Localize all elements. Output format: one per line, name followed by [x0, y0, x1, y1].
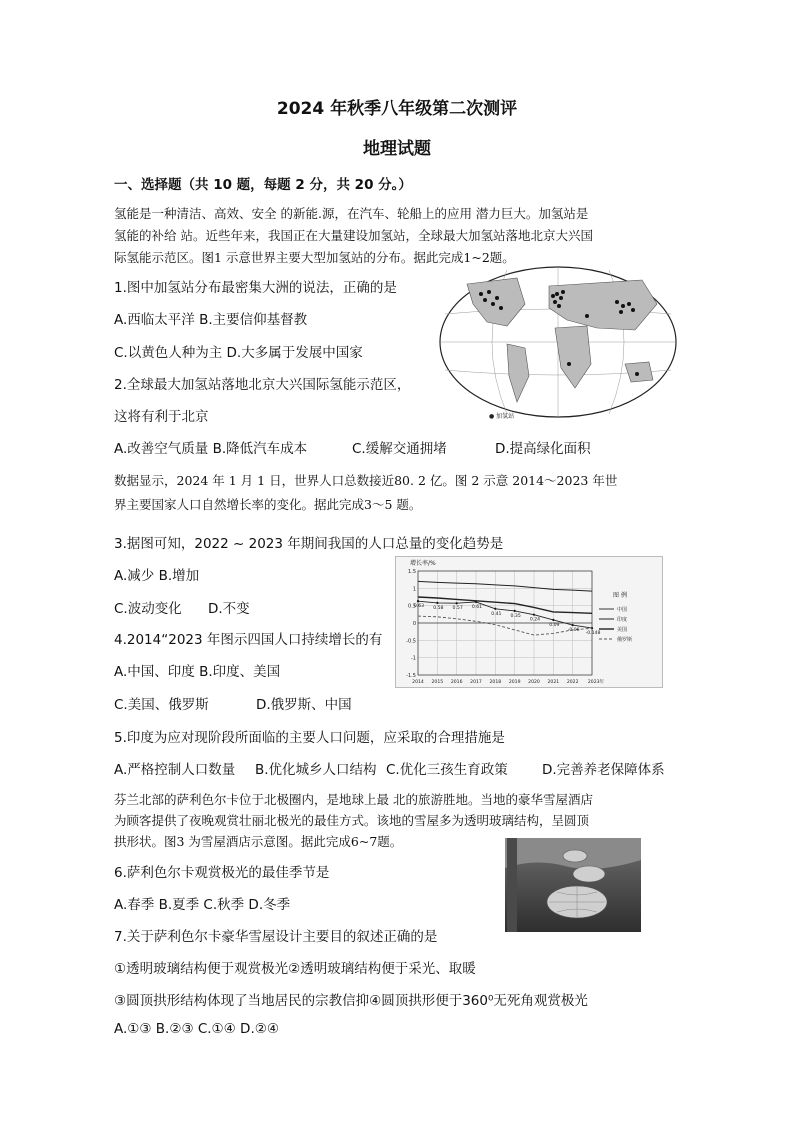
y-tick-label: -1 [411, 655, 416, 662]
question-5: 5.印度为应对现阶段所面临的主要人口问题，应采取的合理措施是 [114, 730, 505, 746]
data-label: 0.61 [471, 604, 483, 610]
legend-label: 印度 [617, 617, 628, 623]
series-line-3 [418, 616, 592, 635]
x-tick-label: 2023年 [587, 680, 605, 685]
passage-1-line: 氢能是一种清洁、高效、安全 的新能.源，在汽车、轮船上的应用 潜力巨大。加氢站是 [114, 206, 589, 221]
question-2-options-ab: A.改善空气质量 B.降低汽车成本 [114, 441, 308, 457]
question-1-options-cd: C.以黄色人种为主 D.大多属于发展中国家 [114, 345, 363, 361]
question-4-option-c: C.美国、俄罗斯 [114, 697, 209, 713]
question-3-options-ab: A.减少 B.增加 [114, 568, 200, 584]
passage-2-line: 界主要国家人口自然增长率的变化。据此完成3～5 题。 [114, 497, 422, 512]
growth-rate-chart [395, 556, 663, 688]
x-tick-label: 2022 [566, 680, 579, 685]
hydrogen-station-map [437, 264, 680, 424]
exam-subtitle: 地理试题 [363, 139, 431, 159]
china-point [456, 602, 458, 604]
question-2-cont: 这将有利于北京 [114, 409, 209, 425]
series-line-0 [418, 601, 592, 628]
y-tick-label: 0.5 [408, 603, 416, 610]
map-legend: ● 加氢站 [489, 413, 515, 420]
passage-3-line: 拱形状。图3 为雪屋酒店示意图。据此完成6~7题。 [114, 834, 403, 849]
question-6: 6.萨利色尔卡观赏极光的最佳季节是 [114, 865, 330, 881]
question-6-options: A.春季 B.夏季 C.秋季 D.冬季 [114, 897, 291, 913]
question-1: 1.图中加氢站分布最密集大洲的说法，正确的是 [114, 280, 397, 296]
question-5-option-a: A.严格控制人口数量 [114, 762, 236, 778]
series-line-2 [418, 597, 592, 613]
legend-label: 俄罗斯 [617, 637, 633, 643]
question-2-option-c: C.缓解交通拥堵 [352, 441, 447, 457]
china-point [417, 600, 419, 602]
data-label: 0.63 [413, 604, 425, 610]
question-2-option-d: D.提高绿化面积 [495, 441, 591, 457]
data-label: 0.24 [529, 617, 541, 623]
question-5-option-c: C.优化三孩生育政策 [386, 762, 508, 778]
x-tick-label: 2019 [508, 680, 521, 685]
x-tick-label: 2016 [450, 680, 463, 685]
question-7-items-12: ①透明玻璃结构便于观赏极光②透明玻璃结构便于采光、取暖 [114, 961, 476, 977]
china-point [572, 624, 574, 626]
igloo-hotel-photo [505, 838, 641, 932]
passage-1-line: 氢能的补给 站。近些年来，我国正在大量建设加氢站，全球最大加氢站落地北京大兴国 [114, 228, 593, 243]
y-tick-label: 1.5 [408, 569, 416, 575]
question-3-option-c: C.波动变化 [114, 601, 182, 617]
growth-rate-chart-svg [396, 557, 662, 687]
y-axis-label: 增长率/% [410, 560, 436, 567]
question-1-options-ab: A.西临太平洋 B.主要信仰基督教 [114, 312, 308, 328]
question-3: 3.据图可知，2022 ~ 2023 年期间我国的人口总量的变化趋势是 [114, 536, 504, 552]
question-4-options-ab: A.中国、印度 B.印度、美国 [114, 664, 281, 680]
passage-1-line: 际氢能示范区。图1 示意世界主要大型加氢站的分布。据此完成1~2题。 [114, 250, 515, 265]
x-tick-label: 2017 [470, 680, 482, 685]
data-label: 0.09 [549, 622, 560, 628]
data-label: 0.35 [510, 613, 521, 619]
x-tick-label: 2021 [547, 680, 560, 685]
x-tick-label: 2020 [528, 680, 540, 685]
section-heading: 一、选择题（共 10 题，每题 2 分，共 20 分。） [114, 177, 412, 193]
question-7-items-34: ③圆顶拱形结构体现了当地居民的宗教信抑④圆顶拱形便于360⁰无死角观赏极光 [114, 993, 588, 1009]
question-5-option-b: B.优化城乡人口结构 [255, 762, 377, 778]
question-2: 2.全球最大加氢站落地北京大兴国际氢能示范区， [114, 377, 411, 393]
series-line-1 [418, 581, 592, 591]
data-label: -0.148 [585, 631, 601, 637]
passage-3-line: 芬兰北部的萨利色尔卡位于北极圈内，是地球上最 北的旅游胜地。当地的豪华雪屋酒店 [114, 792, 593, 807]
passage-2 [114, 469, 684, 517]
y-tick-label: -0.5 [406, 638, 416, 645]
legend-label: 中国 [617, 607, 628, 613]
x-tick-label: 2014 [412, 680, 424, 685]
question-4-option-d: D.俄罗斯、中国 [256, 697, 352, 713]
legend-title: 图 例 [613, 592, 627, 599]
data-label: 0.41 [491, 611, 502, 617]
passage-3-line: 为顾客提供了夜晚观赏壮丽北极光的最佳方式。该地的雪屋多为透明玻璃结构，呈圆顶 [114, 813, 590, 828]
data-label: 0.58 [433, 605, 444, 611]
question-7-options: A.①③ B.②③ C.①④ D.②④ [114, 1021, 279, 1037]
china-point [494, 608, 496, 610]
question-5-option-d: D.完善养老保障体系 [542, 762, 665, 778]
data-label: -0.06 [567, 628, 580, 634]
china-point [514, 610, 516, 612]
x-tick-label: 2018 [489, 680, 502, 685]
x-tick-label: 2015 [431, 680, 444, 685]
question-7: 7.关于萨利色尔卡豪华雪屋设计主要目的叙述正确的是 [114, 929, 438, 945]
question-4: 4.2014“2023 年图示四国人口持续增长的有 [114, 632, 383, 648]
china-point [552, 619, 554, 621]
china-point [436, 602, 438, 604]
y-tick-label: -1.5 [406, 673, 416, 679]
y-tick-label: 0 [412, 621, 416, 627]
y-tick-label: 1 [412, 586, 416, 593]
passage-1 [114, 203, 684, 269]
exam-title: 2024 年秋季八年级第二次测评 [276, 99, 518, 119]
passage-2-line: 数据显示，2024 年 1 月 1 日，世界人口总数接近80. 2 亿。图 2 示意 2014～2023 年世 [114, 473, 618, 488]
data-label: 0.57 [452, 606, 463, 612]
question-3-option-d: D.不变 [208, 601, 250, 617]
legend-label: 美国 [617, 627, 628, 633]
china-point [533, 614, 535, 616]
